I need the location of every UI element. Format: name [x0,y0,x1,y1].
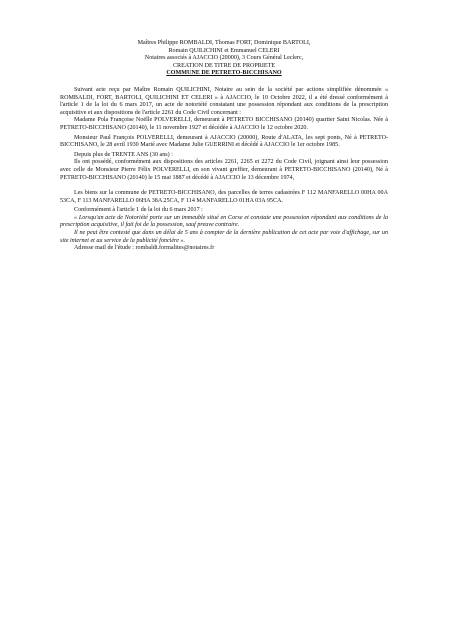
duration-paragraph: Depuis plus de TRENTE ANS (30 ans) : [74,151,173,158]
notaries-names: Maîtres Philippe ROMBALDI, Thomas FORT, Dominique BARTOLI, [137,40,311,46]
possession-paragraph: Ils ont possédé, conformément aux dispositions des articles 2261, 2265 et 2272 du Code Civil, joignant ainsi leur possession avec celle de Monsieur Pierre Félix POLVERELLI, en son vivant greffier, demeurant à PETRETO-BICCHISANO (20140), Né à PETRETO-BICCHISANO (20140) le 15 mai 1887 et décédé à AJACCIO le 13 décembre 1974, [60,159,388,181]
notaries-names-continued: Romain QUILICHINI et Emmanuel CELERI [168,47,280,54]
office-address: Notaires associés à AJACCIO (20000), 3 Cours Général Leclerc, [144,55,304,62]
notice-page [60,40,388,253]
deed-paragraph: Suivant acte reçu par Maître Romain QUILICHINI, Notaire au sein de la société par actions simplifiée dénommée « ROMBALDI, FORT, BARTOLI, QUILICHINI ET CELERI » à AJACCIO, le 10 Octobre 2022, il a été dressé conformément à l'article 1 de la loi du 6 mars 2017, un acte de notoriété constatant une possession répondant aux conditions de la prescription acquisitive et aux dispositions de l'article 2261 du Code Civil concernant : [60,86,388,116]
contest-paragraph: Il ne peut être contesté que dans un délai de 5 ans à compter de la dernière publication de cet acte par voie d'affichage, sur un site internet et au service de la publicité foncière ». [60,230,388,244]
possessor-1-paragraph: Madame Pola Françoise Noëlle POLVERELLI, demeurant à PETRETO BICCHISANO (20140) quartier Saint Nicolas. Née à PETRETO-BICCHISANO (20140), le 11 novembre 1927 et décédée à AJACCIO le 12 octobre 2020. [60,117,388,131]
law-quote-paragraph: « Lorsqu'un acte de Notoriété porte sur un immeuble situé en Corse et constate une possession répondant aux conditions de la prescription acquisitive, il fait foi de la possession, sauf preuve contraire. [60,214,388,229]
law-reference-paragraph: Conformément à l'article 1 de la loi du 6 mars 2017 : [74,207,203,214]
possessor-2-paragraph: Monsieur Paul François POLVERELLI, demeurant à AJACCIO (20000), Route d'ALATA, les sept ponts, Né à PETRETO-BICCHISANO, le 28 avril 1930 Marié avec Madame Julie GUERRINI et décédé à AJACCIO le 1er octobre 1985. [60,134,388,149]
contact-email: Adresse mail de l'étude : rombaldi.formalites@notaires.fr [74,245,215,252]
notice-header [60,40,388,78]
notice-title: CREATION DE TITRE DE PROPRIETE [172,62,276,69]
commune-title: COMMUNE DE PETRETO-BICCHISANO [166,70,282,77]
parcels-paragraph: Les biens sur la commune de PETRETO-BICCHISANO, des parcelles de terres cadastrées F 112 MANFARELLO 00HA 00A 53CA, F 113 MANFARELLO 06HA 38A 25CA, F 114 MANFARELLO 01HA 03A 95CA. [60,190,388,204]
